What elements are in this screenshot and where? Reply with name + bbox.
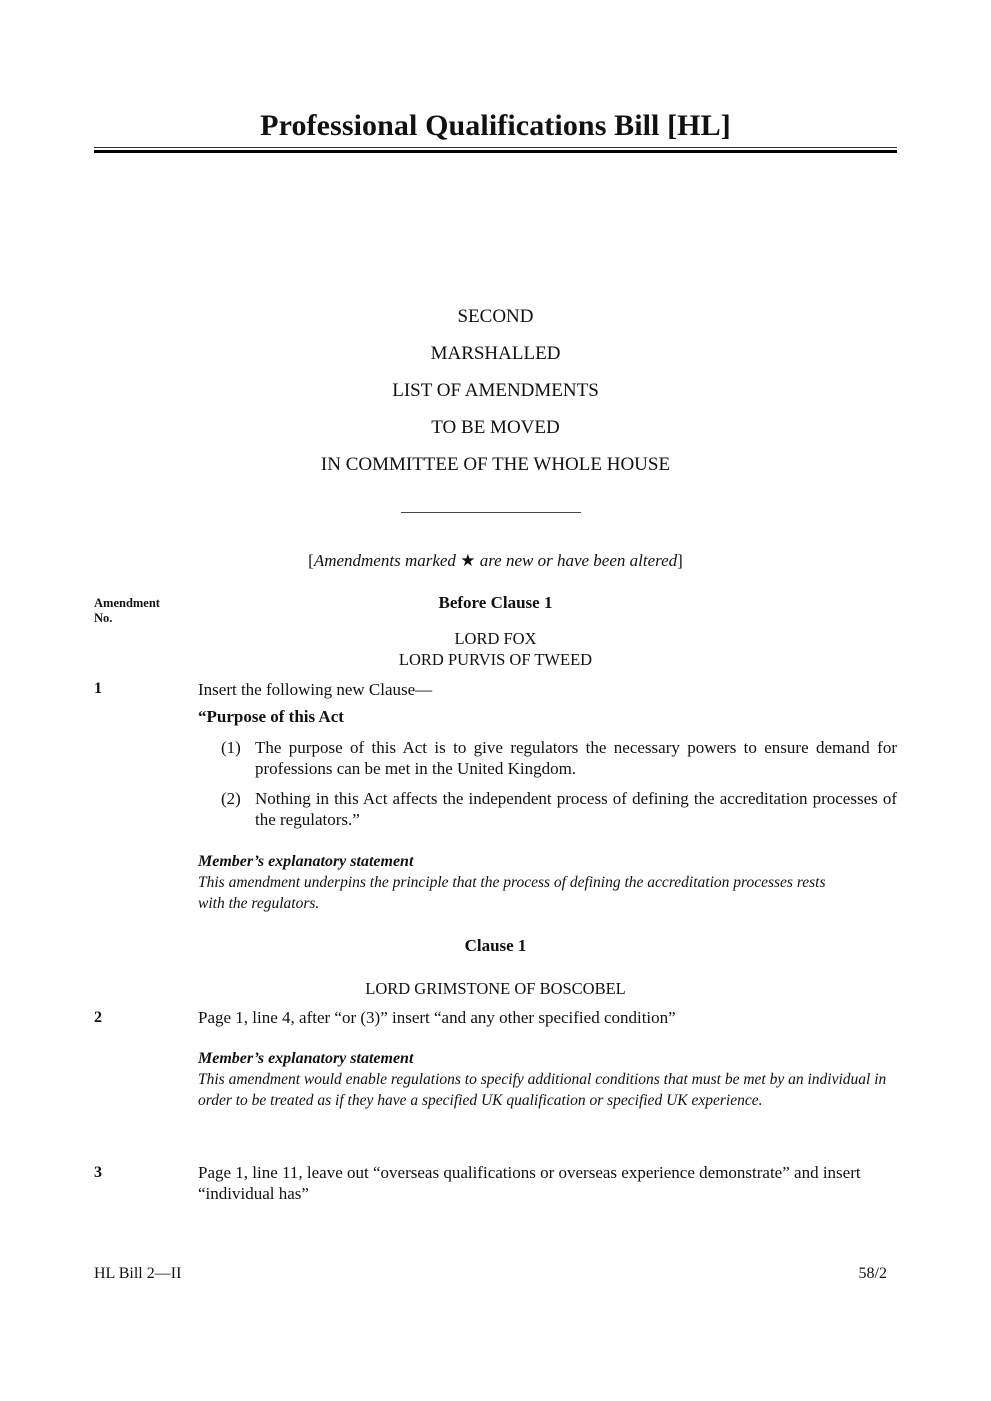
section-heading-clause-1: Clause 1 <box>464 936 527 955</box>
amendment-number: 1 <box>94 680 102 697</box>
column-header-line: Amendment <box>94 596 160 610</box>
star-icon: ★ <box>460 551 476 570</box>
subsection-number: (1) <box>221 738 241 757</box>
document-title: Professional Qualifications Bill [HL] <box>260 109 731 142</box>
column-header-line: No. <box>94 611 113 625</box>
heading-line: IN COMMITTEE OF THE WHOLE HOUSE <box>320 454 671 475</box>
notice-open-bracket: [ <box>308 551 314 570</box>
list-heading <box>94 305 897 490</box>
title-rule-thick <box>94 150 897 153</box>
heading-line: LIST OF AMENDMENTS <box>392 380 599 401</box>
subsection-text: Nothing in this Act affects the independent process of defining the accreditation processes of the regulators.” <box>255 789 897 829</box>
amendment-text: Page 1, line 11, leave out “overseas qualifications or overseas experience demonstrate” and insert “individual has” <box>198 1163 861 1203</box>
heading-line: MARSHALLED <box>430 343 561 364</box>
explanatory-statement-heading: Member’s explanatory statement <box>198 853 414 870</box>
subsection <box>221 788 897 830</box>
heading-line: SECOND <box>457 306 534 327</box>
member-name: LORD FOX <box>454 629 537 648</box>
member-name: LORD GRIMSTONE OF BOSCOBEL <box>365 979 626 998</box>
member-names <box>94 978 897 999</box>
member-name: LORD PURVIS OF TWEED <box>398 650 593 669</box>
section-heading-before-clause-1: Before Clause 1 <box>438 593 553 612</box>
member-names <box>94 628 897 670</box>
bill-reference: HL Bill 2—II <box>94 1265 182 1282</box>
amendment-number: 3 <box>94 1164 102 1181</box>
subsection-text: The purpose of this Act is to give regulators the necessary powers to ensure demand for professions can be met in the United Kingdom. <box>255 738 897 778</box>
explanatory-statement-text: This amendment would enable regulations to specify additional conditions that must be met by an individual in order to be treated as if they have a specified UK qualification or specified UK experience. <box>198 1071 887 1109</box>
notice-text-end: are new or have been altered <box>475 551 678 570</box>
separator-rule <box>401 512 581 513</box>
explanatory-statement-heading: Member’s explanatory statement <box>198 1050 414 1067</box>
subsection-number: (2) <box>221 789 241 808</box>
notice-close-bracket: ] <box>677 551 683 570</box>
amendment-text: Page 1, line 4, after “or (3)” insert “and any other specified condition” <box>198 1008 676 1027</box>
amendments-notice <box>94 549 897 573</box>
page-reference: 58/2 <box>858 1265 887 1282</box>
heading-line: TO BE MOVED <box>431 417 560 438</box>
amendment-number: 2 <box>94 1009 102 1026</box>
new-clause-title: “Purpose of this Act <box>198 707 344 726</box>
amendment-text: Insert the following new Clause— <box>198 680 433 699</box>
subsection <box>221 737 897 779</box>
title-rule-thin <box>94 147 897 148</box>
notice-text-start: Amendments marked <box>313 551 461 570</box>
explanatory-statement-text: This amendment underpins the principle that the process of defining the accreditation processes rests with the regulators. <box>198 874 826 912</box>
